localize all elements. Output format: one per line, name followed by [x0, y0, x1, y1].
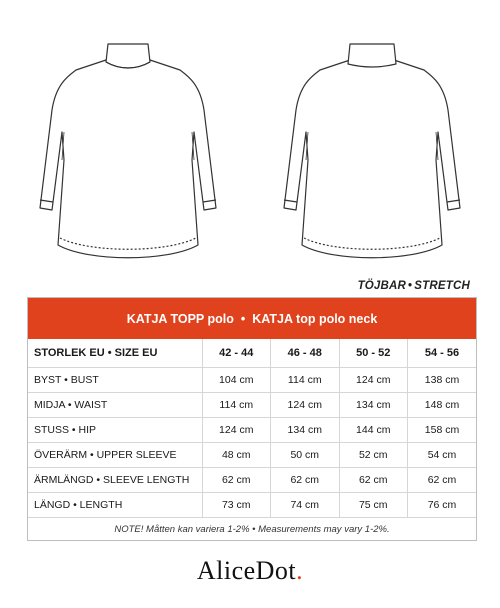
logo-text: AliceDot: [196, 556, 297, 585]
table-cell: 62 cm: [408, 467, 477, 492]
table-row: [28, 467, 476, 492]
table-cell: 114 cm: [202, 392, 271, 417]
size-header: 50 - 52: [339, 339, 408, 367]
size-header-label: STORLEK EU • SIZE EU: [28, 339, 202, 367]
table-cell: 74 cm: [271, 492, 340, 517]
banner-title-sv: KATJA TOPP polo: [126, 311, 234, 326]
row-label: ÖVERÄRM • UPPER SLEEVE: [28, 442, 202, 467]
banner-separator: •: [240, 311, 246, 326]
table-cell: 62 cm: [271, 467, 340, 492]
row-label: LÄNGD • LENGTH: [28, 492, 202, 517]
table-cell: 104 cm: [202, 367, 271, 392]
size-table: [28, 339, 476, 518]
table-cell: 134 cm: [339, 392, 408, 417]
front-view-sketch: [18, 40, 238, 275]
row-label: BYST • BUST: [28, 367, 202, 392]
size-header: 54 - 56: [408, 339, 477, 367]
garment-sketches: [0, 0, 500, 275]
table-cell: 62 cm: [339, 467, 408, 492]
row-label: ÄRMLÄNGD • SLEEVE LENGTH: [28, 467, 202, 492]
table-header-row: [28, 339, 476, 367]
table-cell: 62 cm: [202, 467, 271, 492]
row-label: MIDJA • WAIST: [28, 392, 202, 417]
table-cell: 75 cm: [339, 492, 408, 517]
table-cell: 124 cm: [339, 367, 408, 392]
table-cell: 73 cm: [202, 492, 271, 517]
banner-title-en: KATJA top polo neck: [252, 311, 378, 326]
size-chart: [27, 297, 477, 541]
stretch-separator: •: [408, 280, 413, 292]
table-cell: 48 cm: [202, 442, 271, 467]
size-chart-banner: [28, 298, 476, 339]
measurement-note: NOTE! Måtten kan variera 1-2% • Measurements may vary 1-2%.: [114, 524, 390, 535]
table-cell: 138 cm: [408, 367, 477, 392]
table-cell: 124 cm: [271, 392, 340, 417]
table-cell: 158 cm: [408, 417, 477, 442]
table-cell: 124 cm: [202, 417, 271, 442]
table-cell: 148 cm: [408, 392, 477, 417]
stretch-label-sv: TÖJBAR: [357, 280, 407, 292]
table-cell: 54 cm: [408, 442, 477, 467]
stretch-label-en: STRETCH: [414, 280, 470, 292]
table-cell: 114 cm: [271, 367, 340, 392]
table-row: [28, 417, 476, 442]
table-row: [28, 367, 476, 392]
table-cell: 50 cm: [271, 442, 340, 467]
table-cell: 52 cm: [339, 442, 408, 467]
size-header: 42 - 44: [202, 339, 271, 367]
table-row: [28, 492, 476, 517]
table-cell: 76 cm: [408, 492, 477, 517]
brand-logo: [0, 556, 500, 586]
table-cell: 134 cm: [271, 417, 340, 442]
size-header: 46 - 48: [271, 339, 340, 367]
stretch-label: [358, 280, 470, 292]
row-label: STUSS • HIP: [28, 417, 202, 442]
table-cell: 144 cm: [339, 417, 408, 442]
table-row: [28, 442, 476, 467]
logo-dot: .: [296, 556, 304, 585]
back-view-sketch: [262, 40, 482, 275]
table-row: [28, 392, 476, 417]
